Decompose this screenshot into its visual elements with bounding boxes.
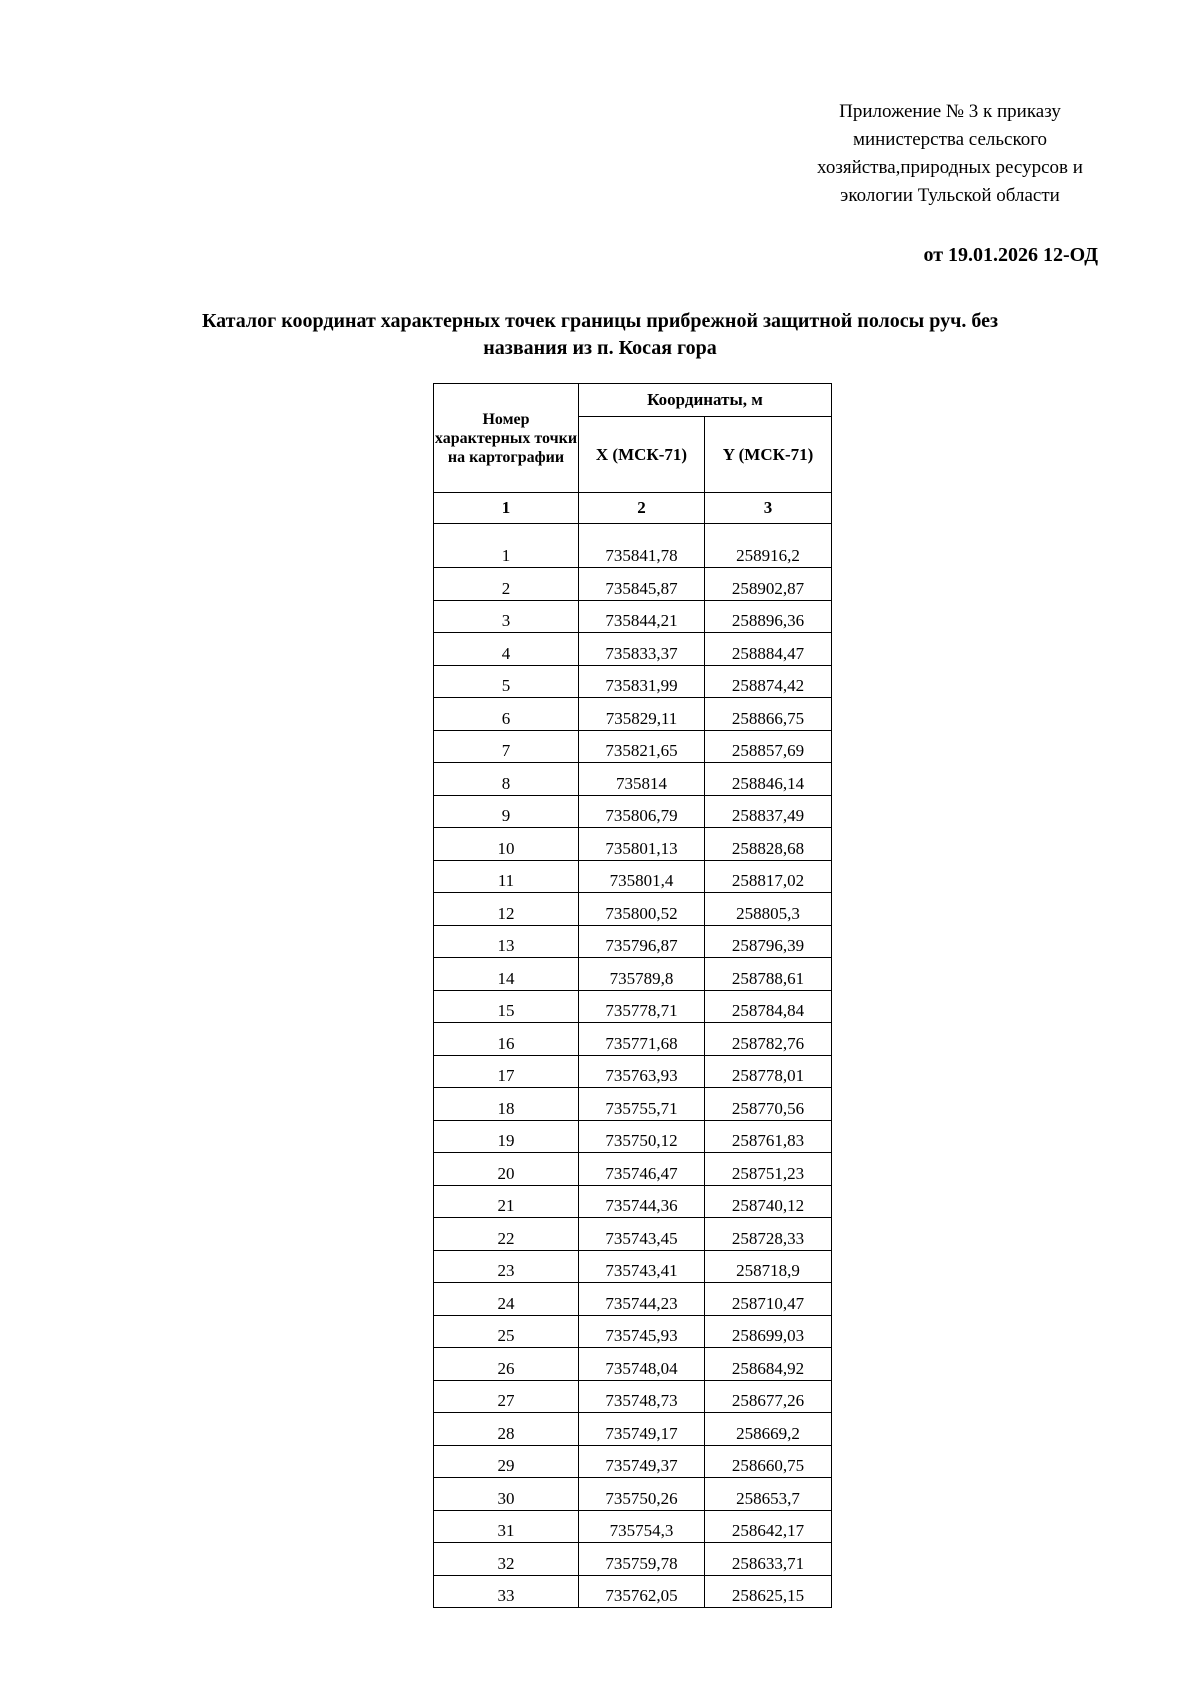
point-number-cell: 17 [434, 1055, 579, 1088]
table-row [434, 730, 832, 763]
table-row [434, 568, 832, 601]
column-number-1: 1 [434, 493, 579, 524]
y-coordinate-cell: 258784,84 [705, 990, 832, 1023]
x-coordinate-cell: 735750,12 [579, 1120, 705, 1153]
x-coordinate-cell: 735748,73 [579, 1380, 705, 1413]
header-point-number: Номер характерных точки на картографии [434, 384, 579, 493]
point-number-cell: 18 [434, 1088, 579, 1121]
point-number-cell: 24 [434, 1283, 579, 1316]
table-row [434, 1380, 832, 1413]
point-number-cell: 30 [434, 1478, 579, 1511]
table-row [434, 1088, 832, 1121]
y-coordinate-cell: 258699,03 [705, 1315, 832, 1348]
table-row [434, 860, 832, 893]
x-coordinate-cell: 735746,47 [579, 1153, 705, 1186]
y-coordinate-cell: 258857,69 [705, 730, 832, 763]
appendix-line-2: министерства сельского [852, 129, 1048, 150]
appendix-line-4: экологии Тульской области [840, 185, 1060, 206]
table-row [434, 1445, 832, 1478]
y-coordinate-cell: 258653,7 [705, 1478, 832, 1511]
x-coordinate-cell: 735748,04 [579, 1348, 705, 1381]
appendix-line-3: хозяйства,природных ресурсов и [817, 157, 1083, 178]
y-coordinate-cell: 258660,75 [705, 1445, 832, 1478]
y-coordinate-cell: 258718,9 [705, 1250, 832, 1283]
document-title [120, 308, 1080, 362]
column-number-3: 3 [705, 493, 832, 524]
point-number-cell: 20 [434, 1153, 579, 1186]
table-row [434, 1478, 832, 1511]
table-row [434, 1543, 832, 1576]
document-title-line-1: Каталог координат характерных точек границы прибрежной защитной полосы руч. без [201, 310, 999, 332]
x-coordinate-cell: 735806,79 [579, 795, 705, 828]
y-coordinate-cell: 258770,56 [705, 1088, 832, 1121]
table-row [434, 1348, 832, 1381]
table-row [434, 958, 832, 991]
x-coordinate-cell: 735763,93 [579, 1055, 705, 1088]
x-coordinate-cell: 735771,68 [579, 1023, 705, 1056]
y-coordinate-cell: 258669,2 [705, 1413, 832, 1446]
appendix-reference [780, 98, 1120, 210]
point-number-cell: 16 [434, 1023, 579, 1056]
point-number-cell: 2 [434, 568, 579, 601]
point-number-cell: 28 [434, 1413, 579, 1446]
x-coordinate-cell: 735845,87 [579, 568, 705, 601]
point-number-cell: 13 [434, 925, 579, 958]
table-row [434, 600, 832, 633]
table-row [434, 1055, 832, 1088]
x-coordinate-cell: 735754,3 [579, 1510, 705, 1543]
table-row [434, 828, 832, 861]
x-coordinate-cell: 735841,78 [579, 524, 705, 568]
x-coordinate-cell: 735750,26 [579, 1478, 705, 1511]
table-row [434, 925, 832, 958]
table-row [434, 1023, 832, 1056]
point-number-cell: 26 [434, 1348, 579, 1381]
point-number-cell: 25 [434, 1315, 579, 1348]
y-coordinate-cell: 258846,14 [705, 763, 832, 796]
x-coordinate-cell: 735821,65 [579, 730, 705, 763]
point-number-cell: 9 [434, 795, 579, 828]
point-number-cell: 12 [434, 893, 579, 926]
x-coordinate-cell: 735743,41 [579, 1250, 705, 1283]
x-coordinate-cell: 735801,13 [579, 828, 705, 861]
table-row [434, 1510, 832, 1543]
column-number-2: 2 [579, 493, 705, 524]
point-number-cell: 1 [434, 524, 579, 568]
table-row [434, 795, 832, 828]
x-coordinate-cell: 735778,71 [579, 990, 705, 1023]
table-row [434, 1283, 832, 1316]
point-number-cell: 33 [434, 1575, 579, 1608]
header-coordinates: Координаты, м [579, 384, 832, 417]
x-coordinate-cell: 735801,4 [579, 860, 705, 893]
x-coordinate-cell: 735789,8 [579, 958, 705, 991]
y-coordinate-cell: 258796,39 [705, 925, 832, 958]
x-coordinate-cell: 735743,45 [579, 1218, 705, 1251]
y-coordinate-cell: 258817,02 [705, 860, 832, 893]
document-title-line-2: названия из п. Косая гора [483, 337, 717, 359]
y-coordinate-cell: 258782,76 [705, 1023, 832, 1056]
y-coordinate-cell: 258625,15 [705, 1575, 832, 1608]
point-number-cell: 5 [434, 665, 579, 698]
table-row [434, 665, 832, 698]
y-coordinate-cell: 258805,3 [705, 893, 832, 926]
point-number-cell: 3 [434, 600, 579, 633]
y-coordinate-cell: 258866,75 [705, 698, 832, 731]
y-coordinate-cell: 258837,49 [705, 795, 832, 828]
point-number-cell: 29 [434, 1445, 579, 1478]
table-row [434, 1575, 832, 1608]
x-coordinate-cell: 735759,78 [579, 1543, 705, 1576]
y-coordinate-cell: 258761,83 [705, 1120, 832, 1153]
y-coordinate-cell: 258710,47 [705, 1283, 832, 1316]
order-date-number: от 19.01.2026 12-ОД [923, 244, 1098, 266]
table-row [434, 1120, 832, 1153]
y-coordinate-cell: 258884,47 [705, 633, 832, 666]
point-number-cell: 21 [434, 1185, 579, 1218]
x-coordinate-cell: 735762,05 [579, 1575, 705, 1608]
appendix-line-1: Приложение № 3 к приказу [839, 101, 1061, 122]
point-number-cell: 8 [434, 763, 579, 796]
y-coordinate-cell: 258684,92 [705, 1348, 832, 1381]
x-coordinate-cell: 735744,36 [579, 1185, 705, 1218]
coordinates-table-body [434, 524, 832, 1608]
coordinates-table [433, 383, 832, 1608]
table-row [434, 1153, 832, 1186]
x-coordinate-cell: 735814 [579, 763, 705, 796]
point-number-cell: 15 [434, 990, 579, 1023]
point-number-cell: 22 [434, 1218, 579, 1251]
y-coordinate-cell: 258902,87 [705, 568, 832, 601]
table-row [434, 1218, 832, 1251]
table-row [434, 1413, 832, 1446]
y-coordinate-cell: 258874,42 [705, 665, 832, 698]
point-number-cell: 23 [434, 1250, 579, 1283]
y-coordinate-cell: 258896,36 [705, 600, 832, 633]
point-number-cell: 4 [434, 633, 579, 666]
y-coordinate-cell: 258728,33 [705, 1218, 832, 1251]
x-coordinate-cell: 735829,11 [579, 698, 705, 731]
point-number-cell: 6 [434, 698, 579, 731]
point-number-cell: 27 [434, 1380, 579, 1413]
point-number-cell: 19 [434, 1120, 579, 1153]
x-coordinate-cell: 735745,93 [579, 1315, 705, 1348]
y-coordinate-cell: 258740,12 [705, 1185, 832, 1218]
y-coordinate-cell: 258642,17 [705, 1510, 832, 1543]
y-coordinate-cell: 258788,61 [705, 958, 832, 991]
y-coordinate-cell: 258916,2 [705, 524, 832, 568]
x-coordinate-cell: 735755,71 [579, 1088, 705, 1121]
column-numbers-row [434, 493, 832, 524]
x-coordinate-cell: 735831,99 [579, 665, 705, 698]
x-coordinate-cell: 735749,17 [579, 1413, 705, 1446]
header-y: Y (МСК-71) [705, 417, 832, 493]
y-coordinate-cell: 258677,26 [705, 1380, 832, 1413]
point-number-cell: 31 [434, 1510, 579, 1543]
point-number-cell: 10 [434, 828, 579, 861]
point-number-cell: 14 [434, 958, 579, 991]
point-number-cell: 11 [434, 860, 579, 893]
x-coordinate-cell: 735744,23 [579, 1283, 705, 1316]
x-coordinate-cell: 735800,52 [579, 893, 705, 926]
table-row [434, 893, 832, 926]
y-coordinate-cell: 258828,68 [705, 828, 832, 861]
table-row [434, 698, 832, 731]
x-coordinate-cell: 735796,87 [579, 925, 705, 958]
y-coordinate-cell: 258751,23 [705, 1153, 832, 1186]
table-row [434, 524, 832, 568]
x-coordinate-cell: 735844,21 [579, 600, 705, 633]
x-coordinate-cell: 735833,37 [579, 633, 705, 666]
table-row [434, 633, 832, 666]
x-coordinate-cell: 735749,37 [579, 1445, 705, 1478]
point-number-cell: 32 [434, 1543, 579, 1576]
table-row [434, 763, 832, 796]
table-row [434, 1250, 832, 1283]
table-row [434, 1315, 832, 1348]
header-x: X (МСК-71) [579, 417, 705, 493]
point-number-cell: 7 [434, 730, 579, 763]
y-coordinate-cell: 258633,71 [705, 1543, 832, 1576]
table-row [434, 1185, 832, 1218]
table-row [434, 990, 832, 1023]
y-coordinate-cell: 258778,01 [705, 1055, 832, 1088]
